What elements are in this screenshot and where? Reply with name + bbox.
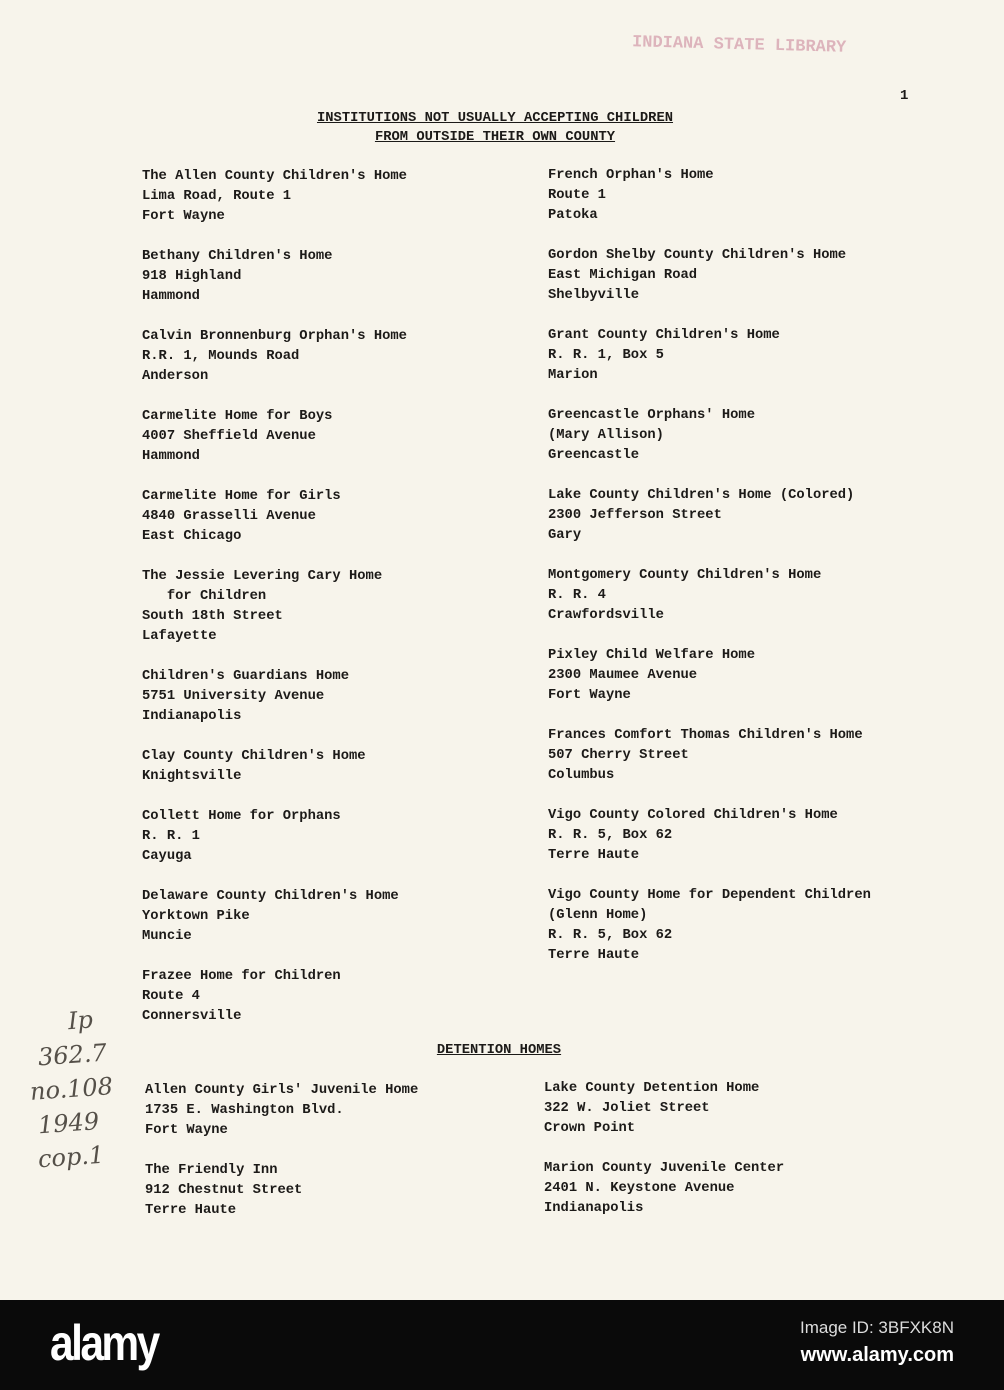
institution-entry: [548, 646, 871, 706]
institution-entry: [142, 487, 407, 547]
address-line: Gary: [548, 528, 582, 543]
watermark-band: [0, 1300, 1004, 1390]
institution-name: The Friendly Inn: [145, 1163, 278, 1178]
address-line: 2300 Jefferson Street: [548, 508, 722, 523]
institution-name: Carmelite Home for Boys: [142, 409, 333, 424]
handwritten-call-number: [30, 1004, 113, 1174]
address-line: for Children: [142, 589, 267, 604]
institution-entry: [548, 566, 871, 626]
institution-entry: [548, 166, 871, 226]
detention-heading: [0, 1041, 998, 1060]
institution-name: Greencastle Orphans' Home: [548, 408, 755, 423]
institution-name: The Jessie Levering Cary Home: [142, 569, 383, 584]
address-line: 912 Chestnut Street: [145, 1183, 303, 1198]
institution-entry: [544, 1079, 784, 1139]
address-line: Crawfordsville: [548, 608, 664, 623]
institutions-right-column: [548, 166, 871, 986]
institution-entry: [142, 167, 407, 227]
alamy-logo: alamy: [50, 1315, 158, 1371]
address-line: Knightsville: [142, 769, 242, 784]
institution-entry: [548, 246, 871, 306]
institution-name: Grant County Children's Home: [548, 328, 780, 343]
institutions-left-column: [142, 167, 407, 1047]
institution-name: Vigo County Colored Children's Home: [548, 808, 838, 823]
institution-name: Children's Guardians Home: [142, 669, 349, 684]
institution-entry: [145, 1081, 418, 1141]
address-line: 4840 Grasselli Avenue: [142, 509, 316, 524]
address-line: Greencastle: [548, 448, 640, 463]
institution-name: Allen County Girls' Juvenile Home: [145, 1083, 419, 1098]
address-line: 2401 N. Keystone Avenue: [544, 1181, 735, 1196]
institution-name: Marion County Juvenile Center: [544, 1161, 785, 1176]
address-line: Patoka: [548, 208, 598, 223]
institution-name: Lake County Children's Home (Colored): [548, 488, 855, 503]
address-line: 2300 Maumee Avenue: [548, 668, 698, 683]
address-line: Connersville: [142, 1009, 242, 1024]
institution-entry: [142, 407, 407, 467]
address-line: Indianapolis: [142, 709, 242, 724]
institution-entry: [142, 247, 407, 307]
address-line: East Michigan Road: [548, 268, 698, 283]
institution-entry: [142, 327, 407, 387]
institution-entry: [142, 887, 407, 947]
address-line: Cayuga: [142, 849, 192, 864]
handwritten-line: Ip: [67, 1005, 94, 1036]
institution-entry: [548, 406, 871, 466]
address-line: 322 W. Joliet Street: [544, 1101, 710, 1116]
image-id: Image ID: 3BFXK8N: [799, 1318, 954, 1337]
institution-entry: [548, 726, 871, 786]
handwritten-line: cop.1: [37, 1140, 106, 1174]
institution-entry: [548, 806, 871, 866]
address-line: Indianapolis: [544, 1201, 644, 1216]
institution-entry: [145, 1161, 418, 1221]
address-line: 4007 Sheffield Avenue: [142, 429, 316, 444]
institution-name: Frances Comfort Thomas Children's Home: [548, 728, 863, 743]
institution-name: Bethany Children's Home: [142, 249, 333, 264]
institution-name: Calvin Bronnenburg Orphan's Home: [142, 329, 407, 344]
institution-name: Delaware County Children's Home: [142, 889, 399, 904]
document-title: [0, 109, 990, 147]
address-line: Yorktown Pike: [142, 909, 250, 924]
address-line: R. R. 1: [142, 829, 200, 844]
institution-name: Pixley Child Welfare Home: [548, 648, 755, 663]
library-stamp: INDIANA STATE LIBRARY: [631, 33, 847, 58]
detention-right-column: [544, 1079, 784, 1239]
institution-entry: [142, 967, 407, 1027]
institution-name: French Orphan's Home: [548, 168, 714, 183]
institution-entry: [142, 567, 407, 647]
address-line: Marion: [548, 368, 598, 383]
address-line: Route 1: [548, 188, 606, 203]
handwritten-line: 362.7: [37, 1038, 108, 1072]
address-line: East Chicago: [142, 529, 242, 544]
institution-name: Collett Home for Orphans: [142, 809, 341, 824]
institution-name: Gordon Shelby County Children's Home: [548, 248, 847, 263]
address-line: Hammond: [142, 449, 200, 464]
address-line: R.R. 1, Mounds Road: [142, 349, 300, 364]
address-line: Terre Haute: [548, 848, 640, 863]
site-url: www.alamy.com: [800, 1344, 954, 1366]
detention-left-column: [145, 1081, 418, 1241]
institution-name: Montgomery County Children's Home: [548, 568, 822, 583]
handwritten-line: 1949: [37, 1107, 100, 1140]
institution-entry: [548, 886, 871, 966]
address-line: Muncie: [142, 929, 192, 944]
address-line: Fort Wayne: [142, 209, 225, 224]
institution-entry: [548, 486, 871, 546]
institution-entry: [142, 747, 407, 787]
address-line: Terre Haute: [145, 1203, 237, 1218]
address-line: Fort Wayne: [548, 688, 631, 703]
address-line: Shelbyville: [548, 288, 640, 303]
address-line: Crown Point: [544, 1121, 636, 1136]
address-line: R. R. 4: [548, 588, 606, 603]
handwritten-line: no.108: [29, 1072, 114, 1106]
address-line: R. R. 5, Box 62: [548, 828, 673, 843]
address-line: Columbus: [548, 768, 615, 783]
institution-entry: [544, 1159, 784, 1219]
detention-heading-text: DETENTION HOMES: [436, 1043, 562, 1058]
address-line: R. R. 5, Box 62: [548, 928, 673, 943]
address-line: (Glenn Home): [548, 908, 648, 923]
address-line: Anderson: [142, 369, 209, 384]
institution-name: Clay County Children's Home: [142, 749, 366, 764]
institution-entry: [142, 807, 407, 867]
address-line: R. R. 1, Box 5: [548, 348, 664, 363]
address-line: South 18th Street: [142, 609, 283, 624]
institution-name: Lake County Detention Home: [544, 1081, 760, 1096]
title-line: INSTITUTIONS NOT USUALLY ACCEPTING CHILDREN: [316, 111, 674, 126]
address-line: 507 Cherry Street: [548, 748, 689, 763]
address-line: 5751 University Avenue: [142, 689, 325, 704]
title-line: FROM OUTSIDE THEIR OWN COUNTY: [374, 130, 616, 145]
address-line: (Mary Allison): [548, 428, 664, 443]
address-line: Fort Wayne: [145, 1123, 228, 1138]
institution-name: Carmelite Home for Girls: [142, 489, 341, 504]
address-line: Lima Road, Route 1: [142, 189, 292, 204]
address-line: Hammond: [142, 289, 200, 304]
address-line: Terre Haute: [548, 948, 640, 963]
institution-entry: [548, 326, 871, 386]
address-line: 918 Highland: [142, 269, 242, 284]
institution-name: Frazee Home for Children: [142, 969, 341, 984]
address-line: Lafayette: [142, 629, 217, 644]
institution-entry: [142, 667, 407, 727]
address-line: Route 4: [142, 989, 200, 1004]
institution-name: The Allen County Children's Home: [142, 169, 407, 184]
address-line: 1735 E. Washington Blvd.: [145, 1103, 344, 1118]
institution-name: Vigo County Home for Dependent Children: [548, 888, 871, 903]
page-number: 1: [900, 88, 909, 104]
